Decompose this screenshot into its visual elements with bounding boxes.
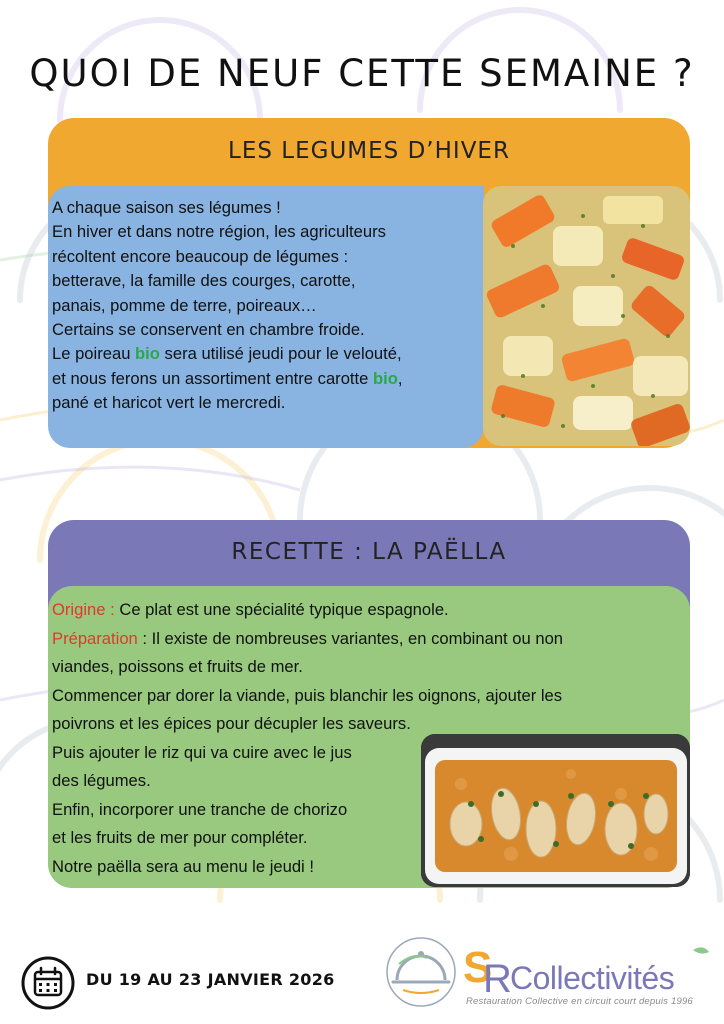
paella-dish-photo: [421, 734, 690, 887]
text-fragment: sera utilisé jeudi pour le velouté,: [159, 344, 402, 364]
week-date-range: DU 19 AU 23 JANVIER 2026: [86, 970, 335, 989]
text-line: Commencer par dorer la viande, puis blanchir les oignons, ajouter les: [52, 685, 563, 705]
text-fragment: Le poireau: [52, 344, 136, 364]
text-line: poivrons et les épices pour décupler les saveurs.: [52, 714, 411, 733]
bio-highlight: bio: [135, 344, 160, 364]
text-fragment: Ce plat est une spécialité typique espagnole.: [114, 600, 449, 619]
text-line: et les fruits de mer pour compléter.: [52, 828, 308, 847]
text-line: A chaque saison ses légumes !: [52, 198, 281, 217]
calendar-icon: [20, 955, 76, 1011]
section-title-winter-vegetables: LES LEGUMES D’HIVER: [228, 138, 510, 164]
text-line: des légumes.: [52, 771, 151, 790]
text-line: Certains se conservent en chambre froide.: [52, 320, 365, 340]
text-line: betterave, la famille des courges, carotte,: [52, 271, 356, 291]
svg-text:S: S: [463, 943, 493, 992]
cloche-emblem-icon: [383, 934, 459, 1010]
text-line: récoltent encore beaucoup de légumes :: [52, 246, 349, 266]
bio-highlight: bio: [373, 368, 398, 388]
text-line: viandes, poissons et fruits de mer.: [52, 657, 303, 676]
preparation-label: Préparation: [52, 628, 138, 648]
text-line: panais, pomme de terre, poireaux…: [52, 295, 317, 315]
text-fragment: et nous ferons un assortiment entre carotte: [52, 368, 373, 388]
roasted-vegetables-photo: [483, 186, 690, 446]
section-title-recipe: RECETTE : LA PAËLLA: [231, 539, 507, 565]
winter-vegetables-text: [52, 196, 478, 416]
text-line: [52, 596, 688, 625]
text-line: En hiver et dans notre région, les agriculteurs: [52, 222, 386, 242]
text-line: Notre paëlla sera au menu le jeudi !: [52, 856, 314, 876]
text-line: [52, 625, 688, 654]
origin-label: Origine :: [52, 600, 115, 619]
page-title: QUOI DE NEUF CETTE SEMAINE ?: [29, 52, 695, 95]
text-line: Enfin, incorporer une tranche de chorizo: [52, 799, 348, 819]
text-line: pané et haricot vert le mercredi.: [52, 393, 286, 413]
text-fragment: ,: [397, 368, 403, 388]
text-fragment: : Il existe de nombreuses variantes, en combinant ou non: [137, 628, 564, 648]
svg-text:R: R: [483, 957, 512, 1001]
text-line: [52, 342, 478, 366]
brand-tagline: Restauration Collective en circuit court depuis 1996: [466, 996, 693, 1007]
brand-name: Collectivités: [510, 960, 675, 996]
text-line: Puis ajouter le riz qui va cuire avec le jus: [52, 742, 352, 762]
text-line: [52, 367, 478, 391]
